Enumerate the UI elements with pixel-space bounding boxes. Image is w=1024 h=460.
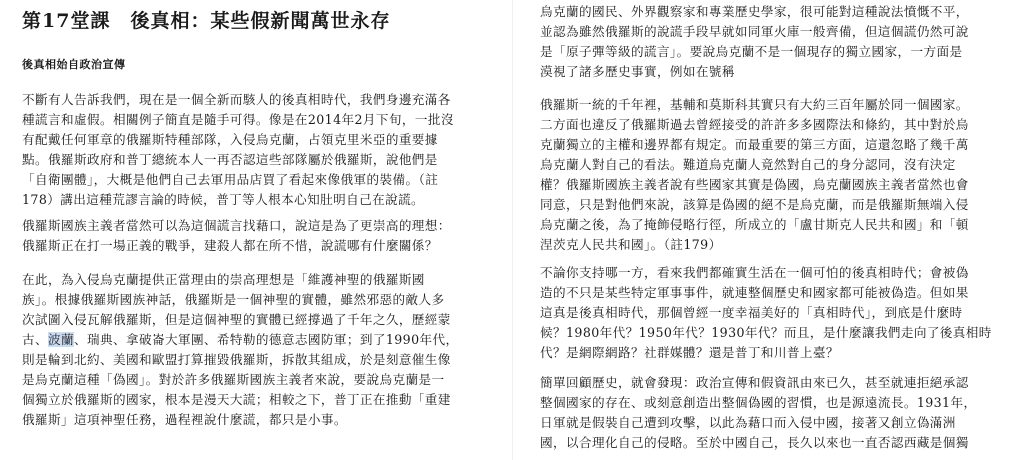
text-line: 是「原子彈等級的謊言」。要說烏克蘭不是一個現存的獨立國家，一方面是 [540,44,963,59]
paragraph [540,2,969,82]
text-line: 克蘭獨立的主權和邊界都有規定。而最重要的第三方面，這還忽略了幾千萬 [540,137,969,152]
paragraph [540,373,976,453]
text-line: 簡單回顧歷史，就會發現：政治宣傳和假資訊由來已久，甚至就連拒絕承認 [540,375,969,390]
text-line: 在此，為入侵烏克蘭提供正當理由的崇高理想是「維護神聖的俄羅斯國 [22,272,425,287]
text-line: 種謊言和虛假。相關例子簡直是隨手可得。像是在2014年2月下旬，一批沒 [22,112,454,127]
text-line: 二方面也違反了俄羅斯過去曾經接受的許許多多國際法和條約，其中對於烏 [540,117,969,132]
text-line: 造的不只是某些特定軍事事件，就連整個歷史和國家都可能被偽造。但如果 [540,285,969,300]
text-line: 並認為雖然俄羅斯的說謊手段早就如同軍火庫一般齊備，但這個謊仍然可說 [540,24,969,39]
text-line: 「自衛團體」，大概是他們自己去軍用品店買了看起來像俄軍的裝備。（註 [22,172,439,187]
text-line: 古、波蘭、瑞典、拿破崙大軍團、希特勒的德意志國防軍；到了1990年代， [22,332,459,347]
right-page [528,0,1024,460]
section-subtitle: 後真相始自政治宣傳 [22,58,126,71]
text-line: 烏克蘭的國民、外界觀察家和專業歷史學家，很可能對這種說法憤慨不平， [540,4,969,19]
text-line: 代？是網際網路？社群媒體？還是普丁和川普上臺？ [540,345,839,360]
text-line: 烏克蘭之後，為了掩飾侵略行徑，所成立的「盧甘斯克人民共和國」和「頓 [540,217,969,232]
text-line: 這真是後真相時代，那個曾經一度幸福美好的「真相時代」，到底是什麼時 [540,305,963,320]
text-line: 日軍就是假裝自己遭到攻擊，以此為藉口而入侵中國，接著又創立偽滿洲 [540,415,956,430]
text-line: 權？俄羅斯國族主義者說有些國家其實是偽國，烏克蘭國族主義者當然也會 [540,177,969,192]
text-line: 俄羅斯」這項神聖任務，過程裡說什麼謊，都只是小事。 [22,412,347,427]
paragraph [22,270,458,430]
text-line: 次試圖入侵瓦解俄羅斯，但是這個神聖的實體已經撐過了千年之久，歷經蒙 [22,312,451,327]
text-line: 烏克蘭人對自己的看法。難道烏克蘭人竟然對自己的身分認同，沒有決定 [540,157,956,172]
text-line: 漠視了諸多歷史事實，例如在號稱 [540,64,735,79]
paragraph [540,263,992,363]
paragraph [22,90,454,210]
text-line: 則是輪到北約、美國和歐盟打算摧毀俄羅斯，拆散其組成，於是刻意催生像 [22,352,451,367]
text-line: 個獨立於俄羅斯的國家，根本是漫天大謊；相較之下，普丁正在推動「重建 [22,392,451,407]
text-line: 整個國家的存在、或刻意創造出整個偽國的習慣，也是源遠流長。1931年， [540,395,977,410]
text-line: 不論你支持哪一方，看來我們都確實生活在一個可怕的後真相時代；會被偽 [540,265,969,280]
text-line: 候？1980年代？1950年代？1930年代？而且，是什麼讓我們走向了後真相時 [540,325,992,340]
page-gutter [512,0,513,460]
text-line: 涅茨克人民共和國」。（註179） [540,237,722,252]
text-line: 點。俄羅斯政府和普丁總統本人一再否認這些部隊屬於俄羅斯，說他們是 [22,152,438,167]
text-line: 族」。根據俄羅斯國族神話，俄羅斯是一個神聖的實體，雖然邪惡的敵人多 [22,292,445,307]
paragraph [22,216,451,256]
left-page [0,0,496,460]
chapter-title: 第17堂課 後真相：某些假新聞萬世永存 [22,10,391,32]
text-line: 有配戴任何軍章的俄羅斯特種部隊，入侵烏克蘭，占領克里米亞的重要據 [22,132,438,147]
text-line: 國，以合理化自己的侵略。至於中國自己，長久以來也一直否認西藏是個獨 [540,435,969,450]
text-line: 俄羅斯一統的千年裡，基輔和莫斯科其實只有大約三百年屬於同一個國家。 [540,97,969,112]
text-line: 俄羅斯國族主義者當然可以為這個謊言找藉口，說這是為了更崇高的理想： [22,218,451,233]
text-line: 178）講出這種荒謬言論的時候，普丁等人根本心知肚明自己在說謊。 [22,192,425,207]
text-selection-highlight[interactable]: 波蘭 [48,332,74,347]
text-line: 同意，只是對他們來說，該算是偽國的絕不是烏克蘭，而是俄羅斯無端入侵 [540,197,969,212]
text-line: 俄羅斯正在打一場正義的戰爭，建殺人都在所不惜，說謊哪有什麼關係？ [22,238,438,253]
text-line: 是烏克蘭這種「偽國」。對於許多俄羅斯國族主義者來說，要說烏克蘭是一 [22,372,445,387]
paragraph [540,95,969,255]
text-line: 不斷有人告訴我們，現在是一個全新而駭人的後真相時代，我們身邊充滿各 [22,92,451,107]
